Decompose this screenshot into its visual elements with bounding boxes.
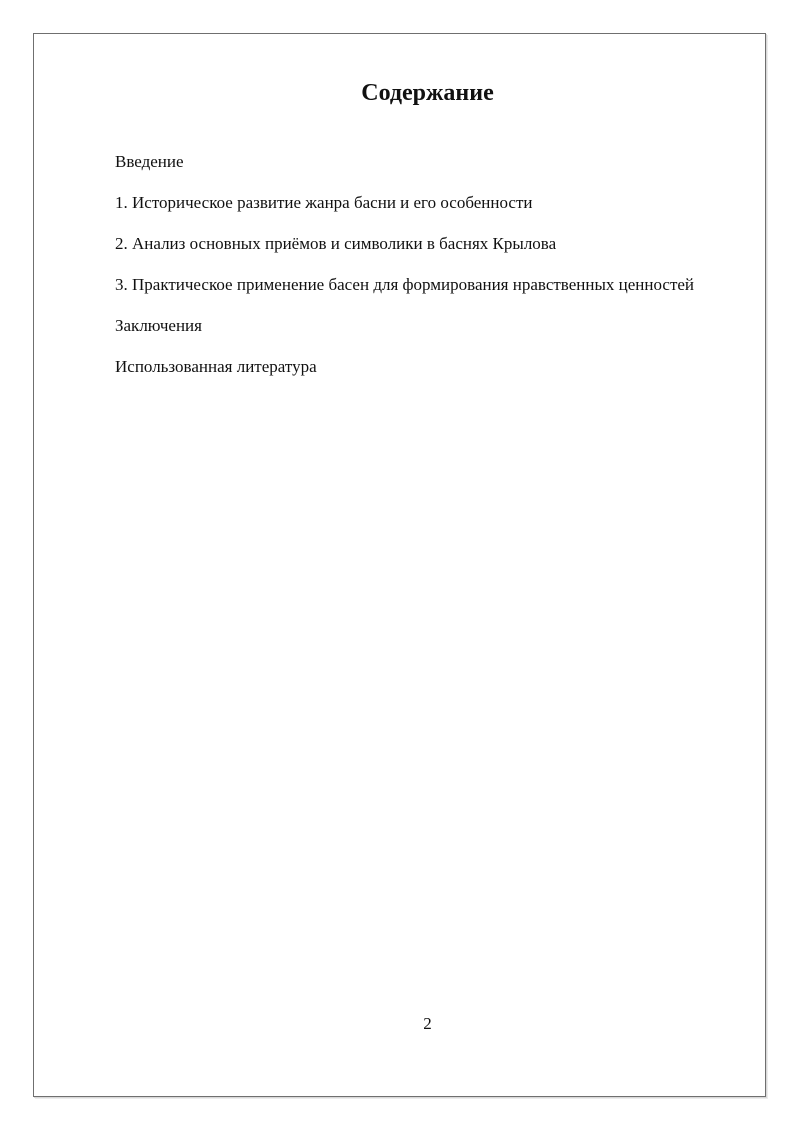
table-of-contents bbox=[115, 146, 743, 392]
toc-item-introduction: Введение bbox=[115, 152, 184, 171]
toc-item-chapter-3: 3. Практическое применение басен для формирования нравственных ценностей bbox=[115, 275, 695, 294]
toc-item-conclusion: Заключения bbox=[115, 316, 202, 335]
contents-title: Содержание bbox=[361, 80, 494, 106]
page-number: 2 bbox=[423, 1014, 432, 1033]
toc-item-chapter-2: 2. Анализ основных приёмов и символики в баснях Крылова bbox=[115, 234, 557, 253]
toc-item-chapter-1: 1. Историческое развитие жанра басни и его особенности bbox=[115, 193, 533, 212]
toc-item-references: Использованная литература bbox=[115, 357, 317, 376]
